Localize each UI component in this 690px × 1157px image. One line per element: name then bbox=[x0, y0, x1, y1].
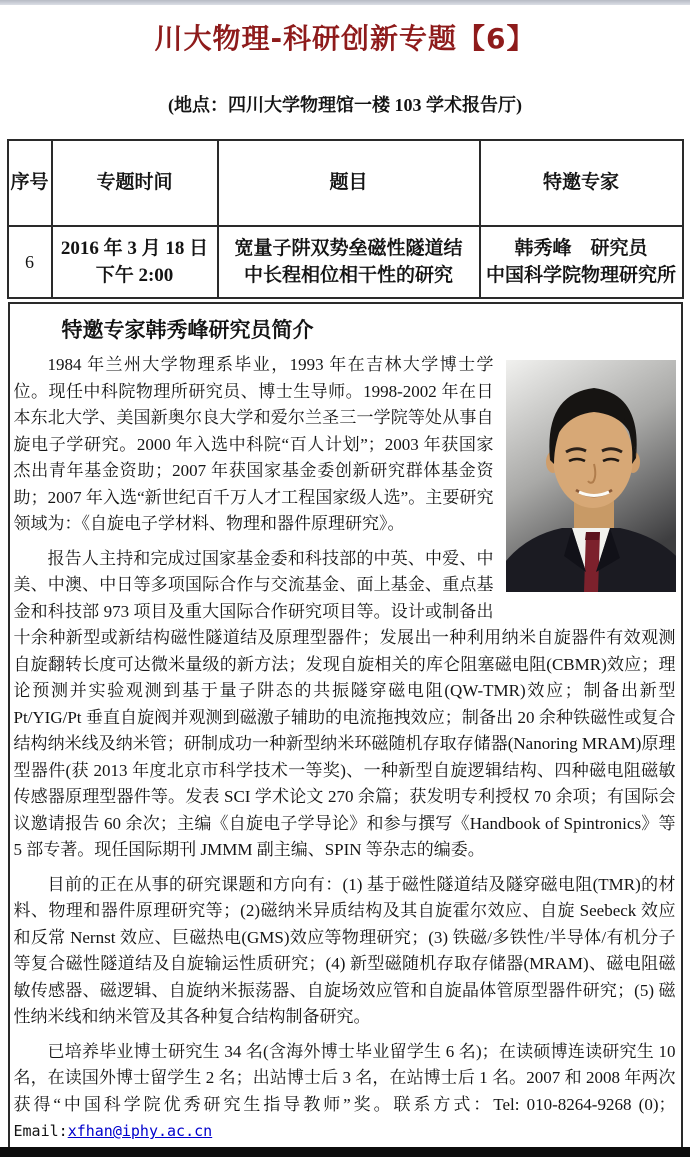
location-line: (地点：四川大学物理馆一楼 103 学术报告厅) bbox=[168, 95, 522, 115]
cell-session-topic bbox=[218, 226, 480, 298]
bio-paragraph-students-contact bbox=[14, 1039, 676, 1145]
expert-name: 韩秀峰 研究员 bbox=[514, 238, 648, 259]
bio-section bbox=[8, 302, 683, 1155]
col-header-topic: 题目 bbox=[218, 140, 480, 226]
topic-line-1: 宽量子阱双势垒磁性隧道结 bbox=[234, 238, 463, 259]
col-header-expert: 特邀专家 bbox=[480, 140, 683, 226]
schedule-data-row bbox=[8, 226, 683, 298]
session-date: 2016 年 3 月 18 日 bbox=[60, 238, 209, 259]
bio-paragraph-achievements: 报告人主持和完成过国家基金委和科技部的中英、中爱、中美、中澳、中日等多项国际合作与交流基金、面上基金、重点基金和科技部 973 项目及重大国际合作研究项目等。设计或制备出十余种新型或新结构磁性隧道结及原理型器件；发展出一种利用纳米自旋器件有效观测自旋翻转长度可达微米量级的新方法；发现自旋相关的库仑阻塞磁电阻(CBMR)效应；理论预测并实验观测到基于量子阱态的共振隧穿磁电阻(QW-TMR)效应；制备出新型 Pt/YIG/Pt 垂直自旋阀并观测到磁激子辅助的电流拖拽效应；制备出 20 余种铁磁性或复合结构纳米线及纳米管；研制成功一种新型纳米环磁随机存取存储器(Nanoring MRAM)原理型器件(获 2013 年度北京市科学技术一等奖)、一种新型自旋逻辑结构、四种磁电阻磁敏传感器原理型器件等。发表 SCI 学术论文 270 余篇；获发明专利授权 70 余项；有国际会议邀请报告 60 余次；主编《自旋电子学导论》和参与撰写《Handbook of Spintronics》等 5 部专著。现任国际期刊 JMMM 副主编、SPIN 等杂志的编委。 bbox=[13, 548, 676, 859]
bottom-black-bar bbox=[0, 1147, 690, 1157]
expert-affiliation: 中国科学院物理研究所 bbox=[485, 265, 676, 286]
expert-photo bbox=[506, 360, 676, 592]
topic-line-2: 中长程相位相干性的研究 bbox=[243, 265, 453, 286]
expert-photo-graphic bbox=[506, 360, 676, 592]
bio-heading: 特邀专家韩秀峰研究员简介 bbox=[61, 318, 314, 342]
cell-session-time bbox=[52, 226, 218, 298]
page-top-edge bbox=[0, 0, 690, 5]
cell-session-expert bbox=[480, 226, 683, 298]
page-title: 川大物理-科研创新专题【6】 bbox=[154, 22, 536, 55]
col-header-time: 专题时间 bbox=[52, 140, 218, 226]
schedule-table bbox=[7, 139, 684, 299]
email-link[interactable]: xfhan@iphy.ac.cn bbox=[67, 1122, 213, 1140]
bio-paragraph-education: 1984 年兰州大学物理系毕业，1993 年在吉林大学博士学位。现任中科院物理所研究员、博士生导师。1998-2002 年在日本东北大学、美国新奥尔良大学和爱尔兰圣三一学院等处从事自旋电子学研究。2000 年入选中科院“百人计划”；2003 年获国家杰出青年基金资助；2007 年获国家基金委创新研究群体基金资助；2007 年入选“新世纪百千万人才工程国家级人选”。主要研究领域为：《自旋电子学材料、物理和器件原理研究》。 bbox=[13, 355, 494, 533]
cell-session-number: 6 bbox=[8, 226, 52, 298]
schedule-header-row bbox=[8, 140, 683, 226]
contact-text: 已培养毕业博士研究生 34 名(含海外博士毕业留学生 6 名)；在读硕博连读研究生 10 名，在读国外博士留学生 2 名；出站博士后 3 名，在站博士后 1 名。2007 和 2008 年两次获得“中国科学院优秀研究生指导教师”奖。联系方式：Tel: 010-8264-9268 (0)； bbox=[13, 1041, 676, 1114]
col-header-index: 序号 bbox=[8, 140, 52, 226]
bio-paragraph-research-directions: 目前的正在从事的研究课题和方向有：(1) 基于磁性隧道结及隧穿磁电阻(TMR)的材料、物理和器件原理研究等；(2)磁纳米异质结构及其自旋霍尔效应、自旋 Seebeck 效应和反常 Nernst 效应、巨磁热电(GMS)效应等物理研究；(3) 铁磁/多铁性/半导体/有机分子等复合磁性隧道结及自旋输运性质研究；(4) 新型磁随机存取存储器(MRAM)、磁电阻磁敏传感器、磁逻辑、自旋纳米振荡器、自旋场效应管和自旋晶体管原型器件研究；(5) 磁性纳米线和纳米管及其各种复合结构制备研究。 bbox=[13, 874, 676, 1026]
session-hour: 下午 2:00 bbox=[95, 265, 174, 286]
email-label: Email: bbox=[13, 1122, 68, 1140]
